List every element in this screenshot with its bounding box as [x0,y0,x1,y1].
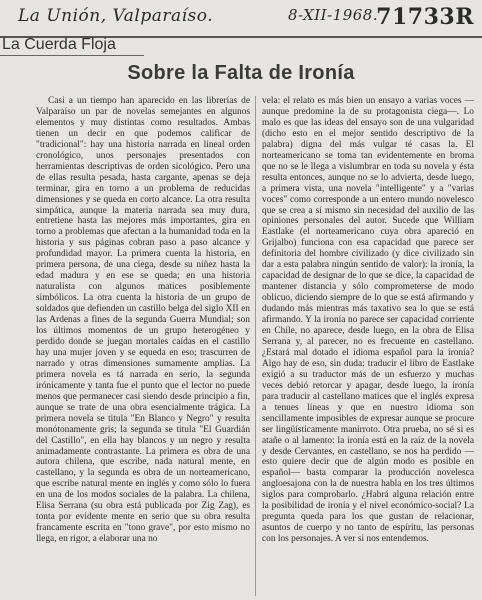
article-column-left [36,96,250,600]
handwritten-date: 8-XII-1968. [288,6,379,24]
handwritten-annotation [18,6,474,30]
headline: Sobre la Falta de Ironía [127,62,355,84]
handwritten-code: 71733R [376,4,474,30]
section-rule [0,55,144,56]
article-text-left: Casi a un tiempo han aparecido en las librerías de Valparaíso un par de novelas semejantes en algunos elementos y muy distintas como resultados. Ambas tienen un decir en que podemos calificar de "tradicional": hay una historia narrada en lineal orden cronológico, unos personajes presentados con herramientas descriptivas de orden sicológico. Pero una de ellas resulta pesada, hasta cargante, apenas se deja terminar, gira en torno a un problema de reducidas dimensiones y se queda en corto alcance. La otra resulta simpática, aunque la materia narrada sea muy dura, entretiene hasta las mejores más importantes, gira en torno a problemas que afectan a la humanidad toda en la historia y sus páginas cobran paso a paso alcance y profundidad mayor. La primera cuenta la historia, en primera persona, de una ciega, desde su niñez hasta la edad madura y en ese se queda; en una historia naturalista con algunos matices posiblemente simbólicos. La otra cuenta la historia de un grupo de soldados que defienden un castillo belga del siglo XII en las Ardenas a fines de la segunda Guerra Mundial; son los últimos momentos de un grupo heterogéneo y perdido donde se juegan mortales caídas en el castillo hay una mujer joven y se equeda en eso; trascurren de narrado y otras dimensiones sumamente amplias. La primera novela es tá narrada en serio, la segunda irónicamente y tanta fue el punto que el lector no puede menos que permanecer casi siendo desde principio a fin, aunque se trate de una obra esencialmente trágica. La primera novela se titula "En Blanco y Negro" y resulta monótonamente gris; la segunda se titula "El Guardián del Castillo", en ella hay blancos y un negro y resulta animadamente contrastante. La primera es obra de una autora chilena, que escribe, nada natural mente, en castellano, y la segunda es obra de un norteamericano, que escribe natural mente en inglés y como sólo lo fuera en una de los modos sociales de la palabra. La chilena, Elisa Serrana (su obra está publicada por Zig Zag), es tonta por evidente mente en serio que su obra resulta francamente escrita en "tono grave", por esto mismo no llega, en rigor, a elaborar una no [36,96,250,545]
handwritten-source: La Unión, Valparaíso. [18,6,214,26]
article-column-right [262,96,474,600]
article-text-right: vela: el relato es más bien un ensayo a varias voces —aunque predomine la de su protagonista ciega—. Lo malo es que las ideas del ensayo son de una vulgaridad (dicho esto en el mejor sentido descriptivo de la palabra) digna del más vulgar té casas la. El norteamericano se toma tan evidentemente en broma que no se le llega a vislumbrar en toda su novela y ésta resulta entonces, aunque no se lo advierta, desde luego, a primera vista, una novela "intelligente" y a "varias voces" como corresponde a un entero mundo novelesco que se crea a sí mismo sin necesidad del auxilio de las opiniones personales del autor. Sucede que William Eastlake (el norteamericano cuya obra apareció en Grijalbo) funciona con esa capacidad que parece ser definitoria del hombre civilizado (y dice civilizado sin dar a esta palabra ningún sentido de valor): la ironía, la capacidad de designar de lo que se dice, la capacidad de mantener distancia y sólo comprometerse de modo oblicuo, diciendo siempre de lo que se está afirmando y dudando más mientras más taxativo sea lo que se está afirmando. Y la ironía no parece ser capacidad corriente en Chile, no aparece, desde luego, en la obra de Elisa Serrana y, al parecer, no es frecuente en castellano. ¿Estará mal dotado el idioma español para la ironía? Algo hay de eso, sin duda: traducir el libro de Eastlake exigió a su traductor más de un esfuerzo y muchas veces debió retorcar y apagar, desde luego, la ironía para traducir al castellano matices que el inglés expresa a tenues líneas y que en nuestro idioma son sencillamente imposibles de expresar aunque se procure ser lingüísticamente manirroto. Otra prueba, no sé si es atañe o al lamento: la ironía está en la raíz de la novela y desde Cervantes, en castellano, se nos ha perdido —esto quiere decir que de algún modo es posible en español— basta comparar la producción novelesca angloesajona con la de nuestra habla en los tres últimos siglos para comprobarlo. ¿Habrá alguna relación entre la posibilidad de ironía y el nivel económico-social? La pregunta queda para los que gustan de relacionar, asuntos de cuerpo y no tanto de espíritu, las personas con los personajes. A ver si nos entendemos. [262,96,474,545]
section-title: La Cuerda Floja [2,36,116,53]
column-divider [255,96,256,596]
